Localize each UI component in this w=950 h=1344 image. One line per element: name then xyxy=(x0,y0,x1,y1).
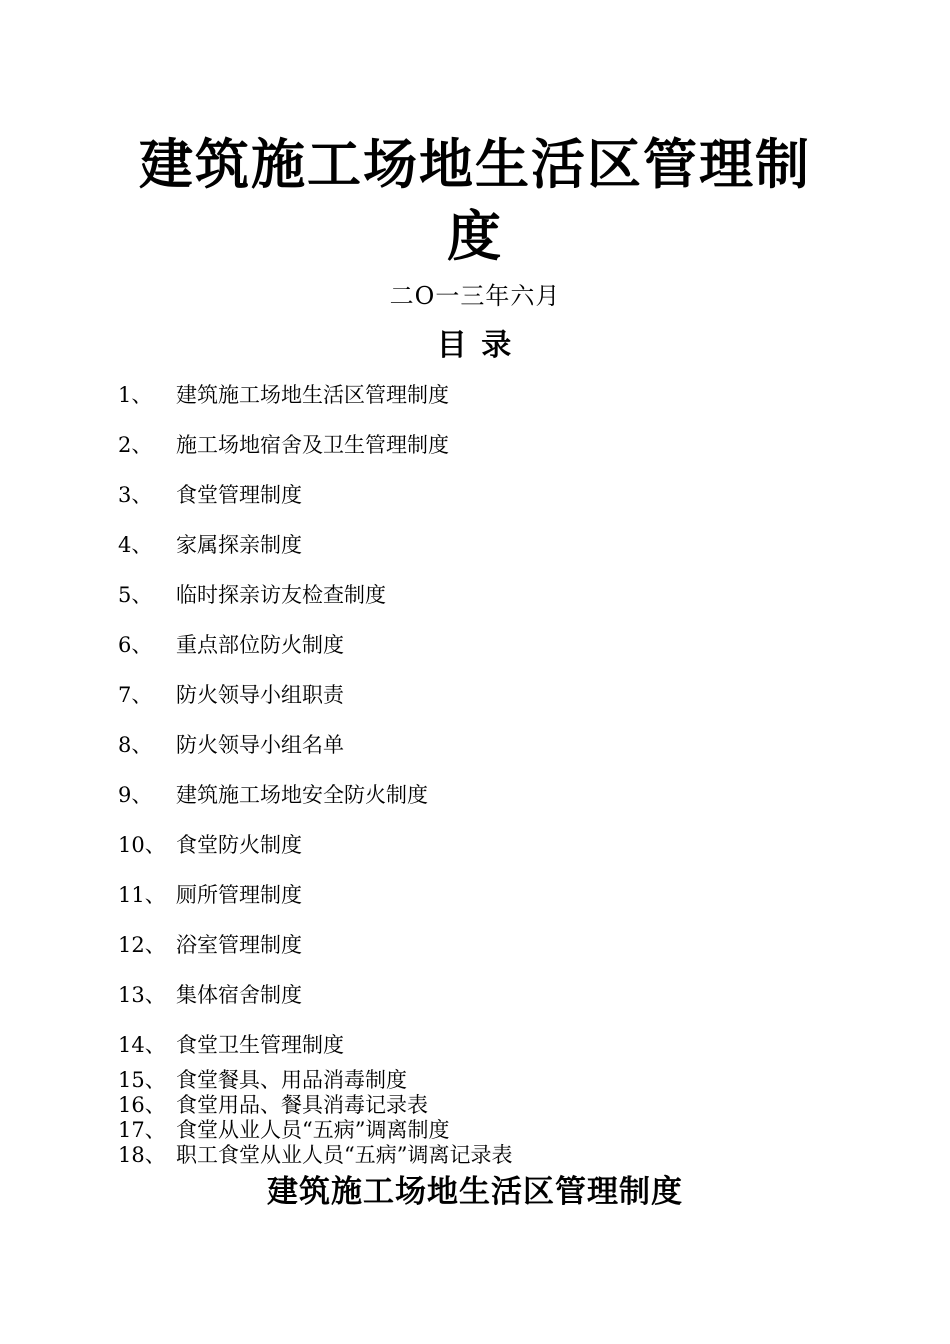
toc-heading: 目 录 xyxy=(436,328,514,363)
toc-item-number: 9、 xyxy=(118,783,153,807)
toc-item xyxy=(118,680,344,710)
toc-item-number: 2、 xyxy=(118,433,153,457)
document-title-line-1: 建筑施工场地生活区管理制 xyxy=(139,132,811,196)
toc-item xyxy=(118,480,302,510)
toc-item-label: 建筑施工场地安全防火制度 xyxy=(176,783,428,807)
toc-item-number: 4、 xyxy=(118,533,153,557)
toc-item-number: 7、 xyxy=(118,683,153,707)
toc-item-label: 防火领导小组名单 xyxy=(176,733,344,757)
toc-item xyxy=(118,1093,428,1117)
toc-item-label: 临时探亲访友检查制度 xyxy=(176,583,386,607)
toc-item xyxy=(118,880,302,910)
toc-item-number: 1、 xyxy=(118,383,153,407)
toc-item-label: 食堂管理制度 xyxy=(176,483,302,507)
toc-item xyxy=(118,630,344,660)
toc-item-number: 11、 xyxy=(118,883,166,907)
toc-item-label: 食堂防火制度 xyxy=(176,833,302,857)
toc-item-label: 家属探亲制度 xyxy=(176,533,302,557)
toc-item xyxy=(118,1143,512,1167)
toc-item-number: 5、 xyxy=(118,583,153,607)
toc-item-label: 施工场地宿舍及卫生管理制度 xyxy=(176,433,449,457)
toc-item-label: 重点部位防火制度 xyxy=(176,633,344,657)
toc-item xyxy=(118,1068,407,1092)
toc-item xyxy=(118,430,449,460)
toc-item xyxy=(118,980,302,1010)
document-title xyxy=(0,128,950,272)
toc-item xyxy=(118,530,302,560)
toc-item xyxy=(118,780,428,810)
toc-item xyxy=(118,580,386,610)
toc-item-label: 建筑施工场地生活区管理制度 xyxy=(176,383,449,407)
toc-item-label: 集体宿舍制度 xyxy=(176,983,302,1007)
toc-item-label: 职工食堂从业人员“五病”调离记录表 xyxy=(176,1143,513,1167)
document-title-line-2: 度 xyxy=(447,204,503,268)
toc-item-number: 16、 xyxy=(118,1093,166,1117)
toc-item-label: 食堂从业人员“五病”调离制度 xyxy=(176,1118,450,1142)
document-date: 二O一三年六月 xyxy=(389,282,561,310)
toc-item-number: 17、 xyxy=(118,1118,166,1142)
toc-item-label: 防火领导小组职责 xyxy=(176,683,344,707)
toc-item xyxy=(118,1118,449,1142)
toc-item xyxy=(118,380,449,410)
toc-item-label: 食堂用品、餐具消毒记录表 xyxy=(176,1093,428,1117)
toc-item xyxy=(118,830,302,860)
toc-item-label: 浴室管理制度 xyxy=(176,933,302,957)
toc-item-number: 15、 xyxy=(118,1068,166,1092)
toc-item-number: 3、 xyxy=(118,483,153,507)
toc-item xyxy=(118,1030,344,1060)
toc-item-number: 12、 xyxy=(118,933,166,957)
toc-item-number: 18、 xyxy=(118,1143,166,1167)
toc-item-label: 食堂卫生管理制度 xyxy=(176,1033,344,1057)
toc-item-number: 8、 xyxy=(118,733,153,757)
toc-item-number: 14、 xyxy=(118,1033,166,1057)
section-title: 建筑施工场地生活区管理制度 xyxy=(267,1174,683,1210)
toc-item xyxy=(118,730,344,760)
toc-item-label: 食堂餐具、用品消毒制度 xyxy=(176,1068,407,1092)
toc-item-label: 厕所管理制度 xyxy=(176,883,302,907)
toc-item-number: 10、 xyxy=(118,833,166,857)
toc-item xyxy=(118,930,302,960)
toc-item-number: 6、 xyxy=(118,633,153,657)
toc-item-number: 13、 xyxy=(118,983,166,1007)
